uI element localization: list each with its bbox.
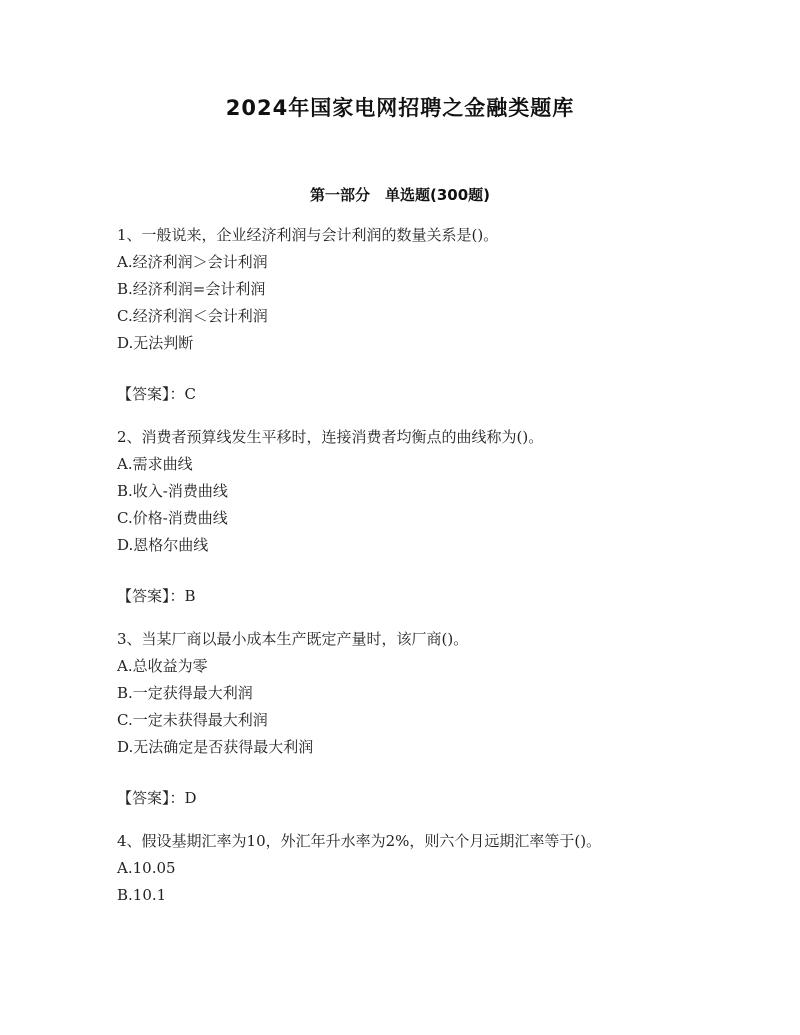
option-a: A.经济利润＞会计利润	[117, 253, 268, 271]
question-list	[117, 222, 687, 909]
question-text: 2、消费者预算线发生平移时，连接消费者均衡点的曲线称为()。	[117, 428, 544, 446]
question-1	[117, 222, 687, 408]
question-text: 3、当某厂商以最小成本生产既定产量时，该厂商()。	[117, 630, 469, 648]
document-title: 2024年国家电网招聘之金融类题库	[225, 96, 575, 120]
question-3	[117, 626, 687, 812]
answer-line: 【答案】：B	[117, 587, 196, 605]
option-b: B.经济利润=会计利润	[117, 280, 266, 298]
answer-line: 【答案】：D	[117, 789, 197, 807]
option-c: C.价格-消费曲线	[117, 509, 228, 527]
option-a: A.10.05	[117, 859, 176, 877]
option-b: B.收入-消费曲线	[117, 482, 228, 500]
section-title: 第一部分 单选题(300题)	[309, 186, 491, 204]
option-c: C.经济利润＜会计利润	[117, 307, 268, 325]
question-2	[117, 424, 687, 610]
option-d: D.恩格尔曲线	[117, 536, 209, 554]
option-d: D.无法确定是否获得最大利润	[117, 738, 314, 756]
option-d: D.无法判断	[117, 334, 194, 352]
option-a: A.总收益为零	[117, 657, 208, 675]
question-4	[117, 828, 687, 909]
option-b: B.一定获得最大利润	[117, 684, 253, 702]
question-text: 4、假设基期汇率为10，外汇年升水率为2%，则六个月远期汇率等于()。	[117, 832, 602, 850]
option-c: C.一定未获得最大利润	[117, 711, 268, 729]
option-b: B.10.1	[117, 886, 167, 904]
option-a: A.需求曲线	[117, 455, 193, 473]
question-text: 1、一般说来，企业经济利润与会计利润的数量关系是()。	[117, 226, 499, 244]
answer-line: 【答案】：C	[117, 385, 196, 403]
